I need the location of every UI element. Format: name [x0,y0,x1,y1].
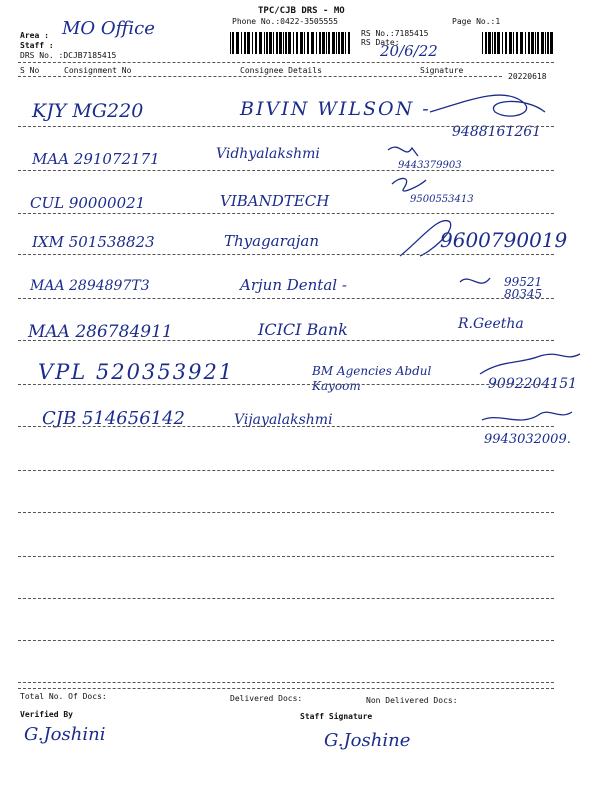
consignee-name: Vijayalakshmi [234,412,333,428]
signature-scribble [388,147,418,156]
row-divider [18,556,554,557]
signature-entry: 9600790019 [440,228,568,252]
non-delivered-docs-label: Non Delivered Docs: [366,696,458,705]
consignee-name: BM Agencies Abdul Kayoom [312,364,432,393]
consignee-name: Thyagarajan [224,232,319,250]
row-divider [18,340,554,341]
rs-date-label: RS Date: [361,38,400,47]
row-divider [18,254,554,255]
page-number: Page No.:1 [452,17,501,26]
signature-scribble [400,221,451,256]
consignee-name: ICICI Bank [258,320,348,339]
verified-by-label: Verified By [20,710,73,719]
row-divider [18,426,554,427]
signature-entry: 9500553413 [410,194,474,205]
delivered-docs-label: Delivered Docs: [230,694,303,703]
column-consignment: Consignment No [64,66,132,75]
consignment-number: VPL 520353921 [38,360,235,384]
staff-signature-label: Staff Signature [300,712,373,721]
consignment-number: IXM 501538823 [32,233,155,251]
date-stamp: 20220618 [508,72,547,81]
row-divider [18,598,554,599]
row-divider [18,298,554,299]
consignment-number: MAA 2894897T3 [30,278,150,294]
signature-entry: 9488161261 [452,124,542,140]
consignee-name: BIVIN WILSON - [240,98,431,120]
consignee-name: Arjun Dental - [240,276,347,294]
column-signature: Signature [420,66,464,75]
staff-signature-value: G.Joshine [324,730,411,751]
consignment-number: CUL 90000021 [30,194,146,212]
signature-scribble [480,354,580,374]
consignment-number: CJB 514656142 [42,408,186,429]
footer-divider [18,688,554,689]
column-sno: S No [20,66,40,75]
signature-entry: 9943032009. [484,432,571,447]
row-divider [18,384,554,385]
consignment-number: KJY MG220 [32,100,144,122]
row-divider [18,126,554,127]
row-divider [18,512,554,513]
consignee-name: VIBANDTECH [220,192,330,210]
signature-scribble [430,95,545,116]
area-label: Area : [20,31,49,40]
row-divider [18,682,554,683]
row-divider [18,213,554,214]
area-value: MO Office [62,18,155,39]
staff-label: Staff : [20,41,54,50]
row-divider [18,470,554,471]
signature-scribble [392,178,426,191]
drs-number: DRS No. :DCJB7185415 [20,51,117,60]
signature-scribble [482,412,572,420]
rs-number: RS No.:7185415 [361,29,429,38]
consignment-number: MAA 286784911 [28,322,173,342]
signature-scribble [460,278,490,283]
signature-entry: R.Geetha [458,316,524,332]
consignee-name: Vidhyalakshmi [216,146,320,162]
signature-entry: 9092204151 [488,376,578,392]
rs-date-value: 20/6/22 [380,42,438,60]
phone-number: Phone No.:0422-3505555 [232,17,338,26]
verified-signature: G.Joshini [24,724,106,745]
signature-entry: 9443379903 [398,160,462,171]
document-title: TPC/CJB DRS - MO [258,6,345,16]
row-divider [18,170,554,171]
total-docs-label: Total No. Of Docs: [20,692,107,701]
signature-entry: 99521 80345 [504,275,543,301]
row-divider [18,640,554,641]
consignment-number: MAA 291072171 [32,150,160,168]
column-consignee: Consignee Details [240,66,322,75]
